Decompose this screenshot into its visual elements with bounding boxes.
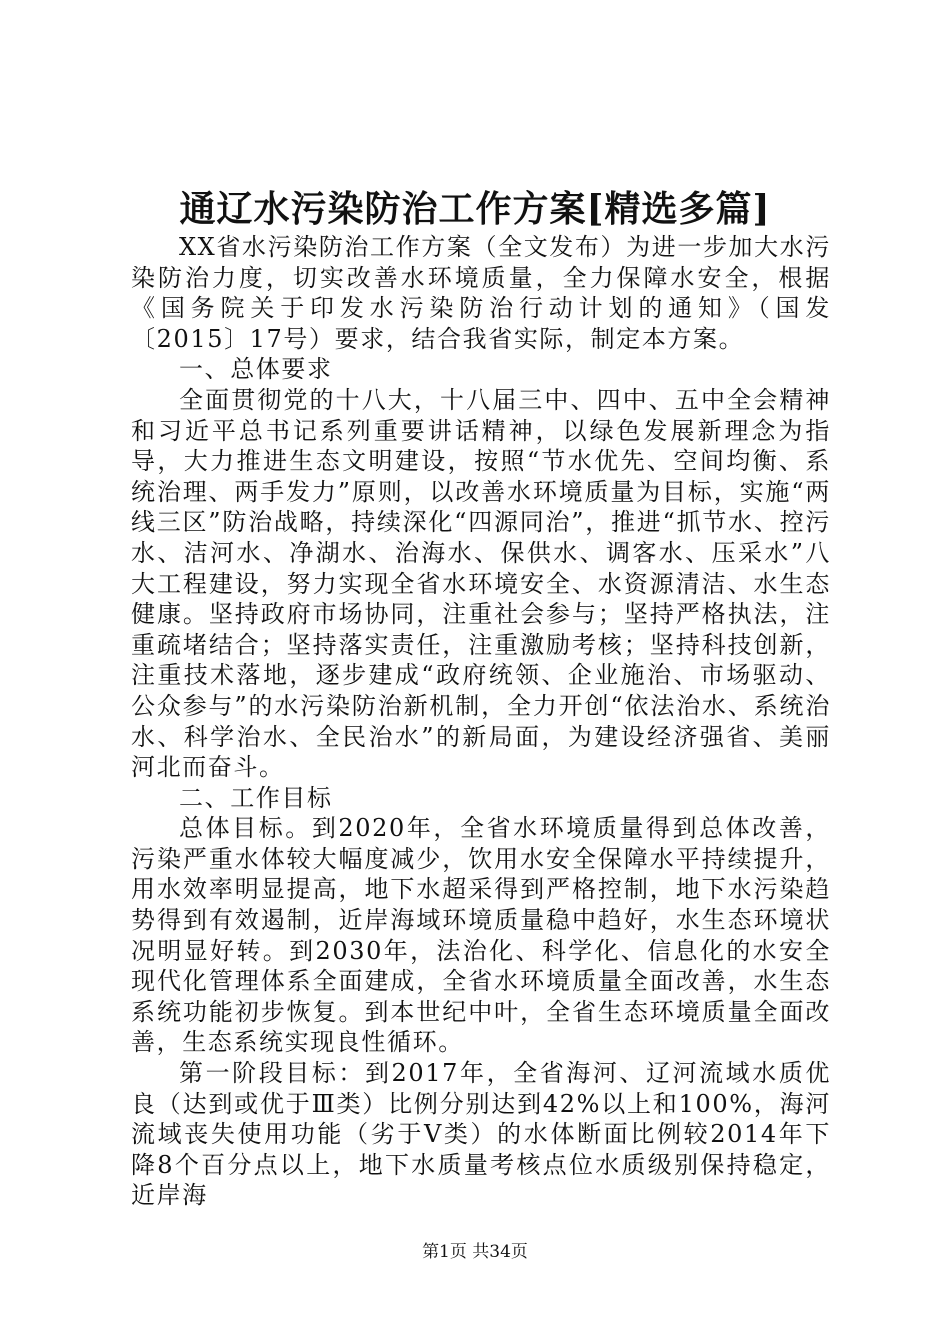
section-heading-overall-requirements: 一、总体要求 bbox=[179, 355, 333, 384]
document-title: 通辽水污染防治工作方案[精选多篇] bbox=[179, 188, 771, 230]
page-footer: 第1页 共34页 bbox=[422, 1242, 528, 1262]
paragraph-intro: XX省水污染防治工作方案（全文发布）为进一步加大水污染防治力度，切实改善水环境质量，全力保障水安全，根据《国务院关于印发水污染防治行动计划的通知》（国发〔2015〕17号）要求，结合我省实际，制定本方案。 bbox=[131, 233, 831, 353]
document-body bbox=[131, 232, 831, 1211]
paragraph-overall-goal: 总体目标。到2020年，全省水环境质量得到总体改善，污染严重水体较大幅度减少，饮用水安全保障水平持续提升，用水效率明显提高，地下水超采得到严格控制，地下水污染趋势得到有效遏制，近岸海域环境质量稳中趋好，水生态环境状况明显好转。到2030年，法治化、科学化、信息化的水安全现代化管理体系全面建成，全省水环境质量全面改善，水生态系统功能初步恢复。到本世纪中叶，全省生态环境质量全面改善，生态系统实现良性循环。 bbox=[131, 814, 831, 1057]
paragraph-overall-requirements: 全面贯彻党的十八大，十八届三中、四中、五中全会精神和习近平总书记系列重要讲话精神，以绿色发展新理念为指导，大力推进生态文明建设，按照“节水优先、空间均衡、系统治理、两手发力”原则，以改善水环境质量为目标，实施“两线三区”防治战略，持续深化“四源同治”，推进“抓节水、控污水、洁河水、净湖水、治海水、保供水、调客水、压采水”八大工程建设，努力实现全省水环境安全、水资源清洁、水生态健康。坚持政府市场协同，注重社会参与；坚持严格执法，注重疏堵结合；坚持落实责任，注重激励考核；坚持科技创新，注重技术落地，逐步建成“政府统领、企业施治、市场驱动、公众参与”的水污染防治新机制，全力开创“依法治水、系统治水、科学治水、全民治水”的新局面，为建设经济强省、美丽河北而奋斗。 bbox=[131, 385, 831, 782]
section-heading-work-goals: 二、工作目标 bbox=[179, 783, 333, 812]
paragraph-first-stage-goal: 第一阶段目标：到2017年，全省海河、辽河流域水质优良（达到或优于Ⅲ类）比例分别达到42%以上和100%，海河流域丧失使用功能（劣于Ⅴ类）的水体断面比例较2014年下降8个百分点以上，地下水质量考核点位水质级别保持稳定，近岸海 bbox=[131, 1059, 831, 1210]
